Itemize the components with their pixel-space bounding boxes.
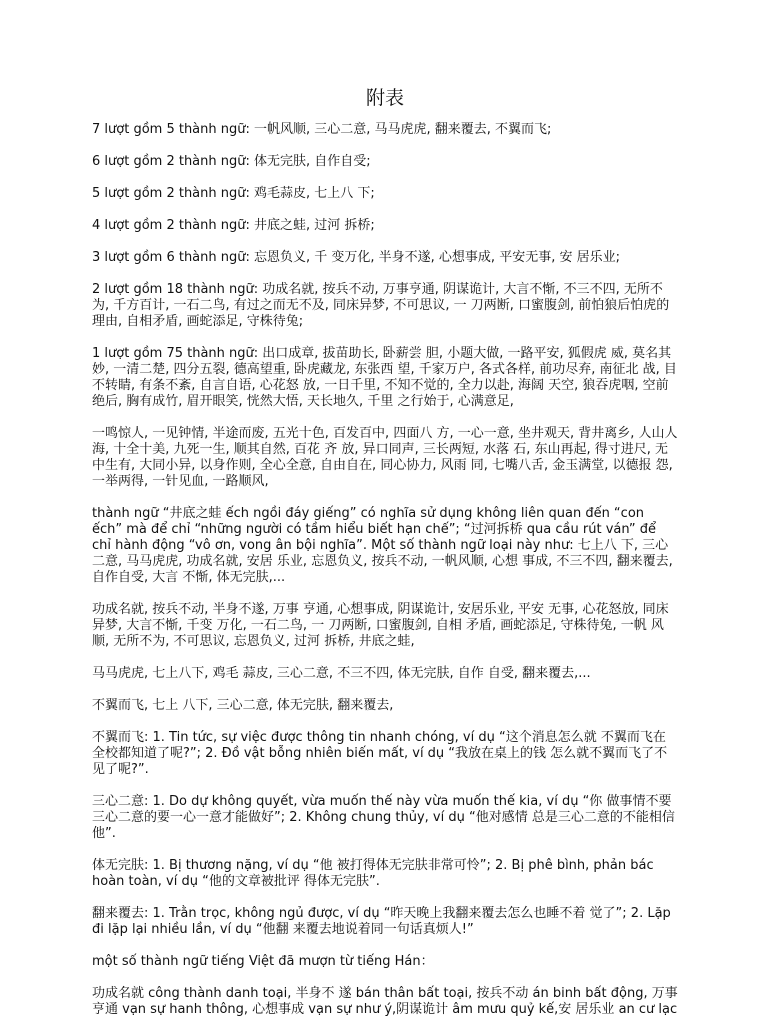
paragraph-7-turns: 7 lượt gồm 5 thành ngữ: 一帆风顺, 三心二意, 马马虎虎, 翻来覆去, 不翼而飞;: [92, 122, 552, 137]
paragraph-borrowed-list: 功成名就 công thành danh toại, 半身不 遂 bán thân bất toại, 按兵不动 án binh bất động, 万事亨通 vạn sự hanh thông, 心想事成 vạn sự như ý,阴谋诡计 âm mưu quỷ kế,安 居乐业 an cư lạc: [92, 986, 678, 1017]
paragraph-1-turn: 1 lượt gồm 75 thành ngữ: 出口成章, 拔苗助长, 卧薪尝 胆, 小题大做, 一路平安, 狐假虎 威, 莫名其妙, 一清二楚, 四分五裂, 德高望重, 卧虎藏龙, 东张西 望, 千家万户, 各式各样, 前功尽弃, 南征北 战, 目不转睛, 有条不紊, 自言自语, 心花怒 放, 一日千里, 不知不觉的, 全力以赴, 海阔 天空, 狼吞虎咽, 空前绝后, 胸有成竹, 眉开眼笑, 恍然大悟, 天长地久, 千里 之行始于, 心满意足,: [92, 346, 677, 409]
paragraph-idiom-list-d: 不翼而飞, 七上 八下, 三心二意, 体无完肤, 翻来覆去,: [92, 698, 394, 713]
paragraph-4-turns: 4 lượt gồm 2 thành ngữ: 井底之蛙, 过河 拆桥;: [92, 218, 375, 233]
paragraph-definition-fanlaifuqu: 翻来覆去: 1. Trằn trọc, không ngủ được, ví dụ “昨天晚上我翻来覆去怎么也睡不着 觉了”; 2. Lặp đi lặp lại nhiều lần, ví dụ “他翻 来覆去地说着同一句话真烦人!”: [92, 906, 671, 937]
paragraph-idiom-meaning: thành ngữ “井底之蛙 ếch ngồi đáy giếng” có nghĩa sử dụng không liên quan đến “con ếch” mà để chỉ “những người có tầm hiểu biết hạn chế”; “过河拆桥 qua cầu rút ván” để chỉ hành động “vô ơn, vong ân bội nghĩa”. Một số thành ngữ loại này như: 七上八 下, 三心二意, 马马虎虎, 功成名就, 安居 乐业, 忘恩负义, 按兵不动, 一帆风顺, 心想 事成, 不三不四, 翻来覆去, 自作自受, 大言 不惭, 体无完肤,...: [92, 506, 673, 585]
document-title: 附表: [365, 87, 404, 109]
paragraph-5-turns: 5 lượt gồm 2 thành ngữ: 鸡毛蒜皮, 七上八 下;: [92, 186, 375, 201]
paragraph-borrowed-intro: một số thành ngữ tiếng Việt đã mượn từ tiếng Hán：: [92, 954, 434, 969]
paragraph-definition-buyierfei: 不翼而飞: 1. Tin tức, sự việc được thông tin nhanh chóng, ví dụ “这个消息怎么就 不翼而飞在全校都知道了呢?”; 2. Đồ vật bỗng nhiên biến mất, ví dụ “我放在桌上的钱 怎么就不翼而飞了不见了呢?”.: [92, 730, 668, 777]
paragraph-idiom-list-b: 功成名就, 按兵不动, 半身不遂, 万事 亨通, 心想事成, 阴谋诡计, 安居乐业, 平安 无事, 心花怒放, 同床异梦, 大言不惭, 千变 万化, 一石二鸟, 一 刀两断, 口蜜腹剑, 自相 矛盾, 画蛇添足, 守株待兔, 一帆 风顺, 无所不为, 不可思议, 忘恩负义, 过河 拆桥, 井底之蛙,: [92, 602, 669, 649]
paragraph-idiom-list-c: 马马虎虎, 七上八下, 鸡毛 蒜皮, 三心二意, 不三不四, 体无完肤, 自作 自受, 翻来覆去,...: [92, 666, 591, 681]
paragraph-definition-tiwuwanfu: 体无完肤: 1. Bị thương nặng, ví dụ “他 被打得体无完肤非常可怜”; 2. Bị phê bình, phản bác hoàn toàn, ví dụ “他的文章被批评 得体无完肤”.: [92, 858, 654, 889]
paragraph-definition-sanxineryi: 三心二意: 1. Do dự không quyết, vừa muốn thế này vừa muốn thế kia, ví dụ “你 做事情不要三心二意的要一心一意才能做好”; 2. Không chung thủy, ví dụ “他对感情 总是三心二意的不能相信他”.: [92, 794, 675, 841]
paragraph-idiom-list-a: 一鸣惊人, 一见钟情, 半途而废, 五光十色, 百发百中, 四面八 方, 一心一意, 坐井观天, 背井离乡, 人山人海, 十全十美, 九死一生, 顺其自然, 百花 齐 放, 异口同声, 三长两短, 水落 石, 东山再起, 得寸进尺, 无中生有, 大同小异, 以身作则, 全心全意, 自由自在, 同心协力, 风雨 同, 七嘴八舌, 金玉满堂, 以德报 怨, 一举两得, 一针见血, 一路顺风,: [92, 426, 678, 489]
document-body: [92, 122, 678, 1018]
paragraph-6-turns: 6 lượt gồm 2 thành ngữ: 体无完肤, 自作自受;: [92, 154, 371, 169]
paragraph-2-turns: 2 lượt gồm 18 thành ngữ: 功成名就, 按兵不动, 万事亨通, 阴谋诡计, 大言不惭, 不三不四, 无所不为, 千方百计, 一石二鸟, 有过之而无不及, 同床异梦, 不可思议, 一 刀两断, 口蜜腹剑, 前怕狼后怕虎的理由, 自相矛盾, 画蛇添足, 守株待兔;: [92, 282, 670, 329]
paragraph-3-turns: 3 lượt gồm 6 thành ngữ: 忘恩负义, 千 变万化, 半身不遂, 心想事成, 平安无事, 安 居乐业;: [92, 250, 620, 265]
